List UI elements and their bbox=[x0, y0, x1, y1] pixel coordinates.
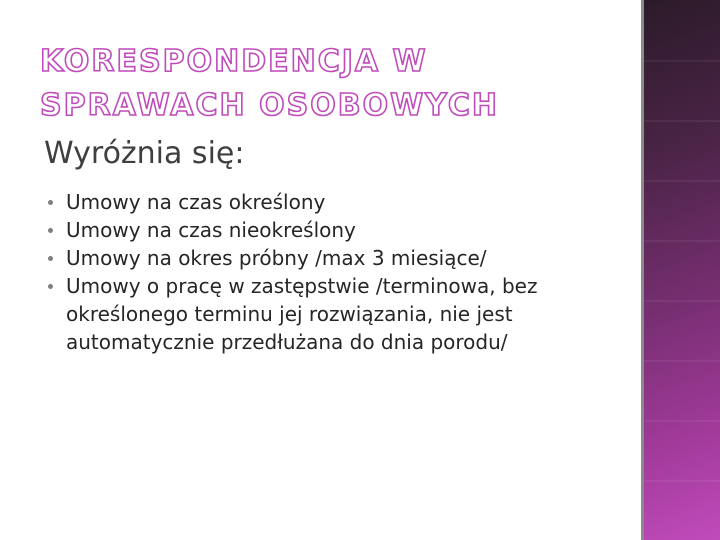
bullet-item bbox=[48, 244, 608, 272]
bullet-dot-icon bbox=[48, 256, 53, 261]
bullet-dot-icon bbox=[48, 200, 53, 205]
bullet-item bbox=[48, 188, 608, 216]
bullet-text: Umowy na okres próbny /max 3 miesiące/ bbox=[66, 246, 487, 270]
bullet-text: Umowy na czas nieokreślony bbox=[66, 218, 356, 242]
slide-title: KORESPONDENCJA W SPRAWACH OSOBOWYCH bbox=[40, 44, 499, 123]
bullet-dot-icon bbox=[48, 284, 53, 289]
bullet-dot-icon bbox=[48, 228, 53, 233]
bullet-item bbox=[48, 216, 608, 244]
slide-subtitle: Wyróżnia się: bbox=[44, 136, 245, 171]
bullet-text: Umowy o pracę w zastępstwie /terminowa, bez określonego terminu jej rozwiązania, nie jest automatycznie przedłużana do dnia porodu/ bbox=[66, 274, 538, 354]
bullet-list bbox=[48, 188, 608, 356]
bullet-text: Umowy na czas określony bbox=[66, 190, 326, 214]
decorative-side-band bbox=[641, 0, 720, 540]
bullet-item bbox=[48, 272, 608, 356]
